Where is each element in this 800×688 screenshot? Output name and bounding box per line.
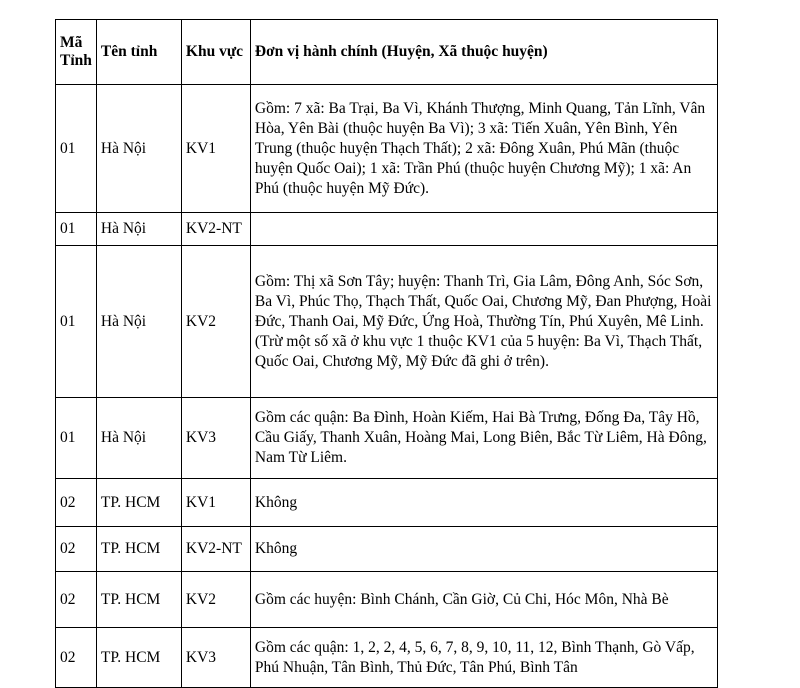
cell-area: KV2 bbox=[181, 572, 250, 628]
cell-province-name: Hà Nội bbox=[96, 398, 181, 479]
cell-province-name: TP. HCM bbox=[96, 479, 181, 527]
table-row bbox=[56, 527, 718, 572]
cell-province-name: TP. HCM bbox=[96, 527, 181, 572]
cell-province-code: 01 bbox=[56, 213, 97, 246]
cell-area: KV2-NT bbox=[181, 213, 250, 246]
cell-admin-units: Gồm các quận: Ba Đình, Hoàn Kiếm, Hai Bà Trưng, Đống Đa, Tây Hồ, Cầu Giấy, Thanh Xuân, Hoàng Mai, Long Biên, Bắc Từ Liêm, Hà Đông, Nam Từ Liêm. bbox=[250, 398, 717, 479]
table-row bbox=[56, 572, 718, 628]
cell-admin-units: Gồm các quận: 1, 2, 2, 4, 5, 6, 7, 8, 9, 10, 11, 12, Bình Thạnh, Gò Vấp, Phú Nhuận, Tân Bình, Thủ Đức, Tân Phú, Bình Tân bbox=[250, 628, 717, 688]
cell-admin-units: Gồm các huyện: Bình Chánh, Cần Giờ, Củ Chi, Hóc Môn, Nhà Bè bbox=[250, 572, 717, 628]
table-header-row bbox=[56, 20, 718, 85]
header-province-name: Tên tỉnh bbox=[96, 20, 181, 85]
cell-area: KV3 bbox=[181, 628, 250, 688]
cell-admin-units bbox=[250, 213, 717, 246]
cell-province-code: 01 bbox=[56, 85, 97, 213]
cell-province-name: Hà Nội bbox=[96, 246, 181, 398]
cell-province-code: 02 bbox=[56, 527, 97, 572]
cell-admin-units: Không bbox=[250, 479, 717, 527]
cell-province-code: 01 bbox=[56, 398, 97, 479]
header-province-code: Mã Tỉnh bbox=[56, 20, 97, 85]
table-row bbox=[56, 85, 718, 213]
cell-province-name: Hà Nội bbox=[96, 213, 181, 246]
cell-province-name: TP. HCM bbox=[96, 628, 181, 688]
table-row bbox=[56, 246, 718, 398]
cell-admin-units: Gồm: Thị xã Sơn Tây; huyện: Thanh Trì, Gia Lâm, Đông Anh, Sóc Sơn, Ba Vì, Phúc Thọ, Thạch Thất, Quốc Oai, Chương Mỹ, Đan Phượng, Hoài Đức, Thanh Oai, Mỹ Đức, Ứng Hoà, Thường Tín, Phú Xuyên, Mê Linh. (Trừ một số xã ở khu vực 1 thuộc KV1 của 5 huyện: Ba Vì, Thạch Thất, Quốc Oai, Chương Mỹ, Mỹ Đức đã ghi ở trên). bbox=[250, 246, 717, 398]
cell-province-name: Hà Nội bbox=[96, 85, 181, 213]
cell-province-name: TP. HCM bbox=[96, 572, 181, 628]
header-area: Khu vực bbox=[181, 20, 250, 85]
admin-units-table bbox=[55, 19, 718, 688]
cell-admin-units: Gồm: 7 xã: Ba Trại, Ba Vì, Khánh Thượng, Minh Quang, Tản Lĩnh, Vân Hòa, Yên Bài (thuộc huyện Ba Vì); 3 xã: Tiến Xuân, Yên Bình, Yên Trung (thuộc huyện Thạch Thất); 2 xã: Đông Xuân, Phú Mãn (thuộc huyện Quốc Oai); 1 xã: Trần Phú (thuộc huyện Chương Mỹ); 1 xã: An Phú (thuộc huyện Mỹ Đức). bbox=[250, 85, 717, 213]
cell-area: KV1 bbox=[181, 479, 250, 527]
cell-area: KV3 bbox=[181, 398, 250, 479]
cell-province-code: 02 bbox=[56, 479, 97, 527]
cell-province-code: 02 bbox=[56, 572, 97, 628]
table-row bbox=[56, 628, 718, 688]
cell-area: KV2 bbox=[181, 246, 250, 398]
table-row bbox=[56, 398, 718, 479]
cell-admin-units: Không bbox=[250, 527, 717, 572]
cell-province-code: 02 bbox=[56, 628, 97, 688]
table-row bbox=[56, 479, 718, 527]
header-admin-units: Đơn vị hành chính (Huyện, Xã thuộc huyện) bbox=[250, 20, 717, 85]
cell-area: KV2-NT bbox=[181, 527, 250, 572]
cell-province-code: 01 bbox=[56, 246, 97, 398]
table-row bbox=[56, 213, 718, 246]
cell-area: KV1 bbox=[181, 85, 250, 213]
